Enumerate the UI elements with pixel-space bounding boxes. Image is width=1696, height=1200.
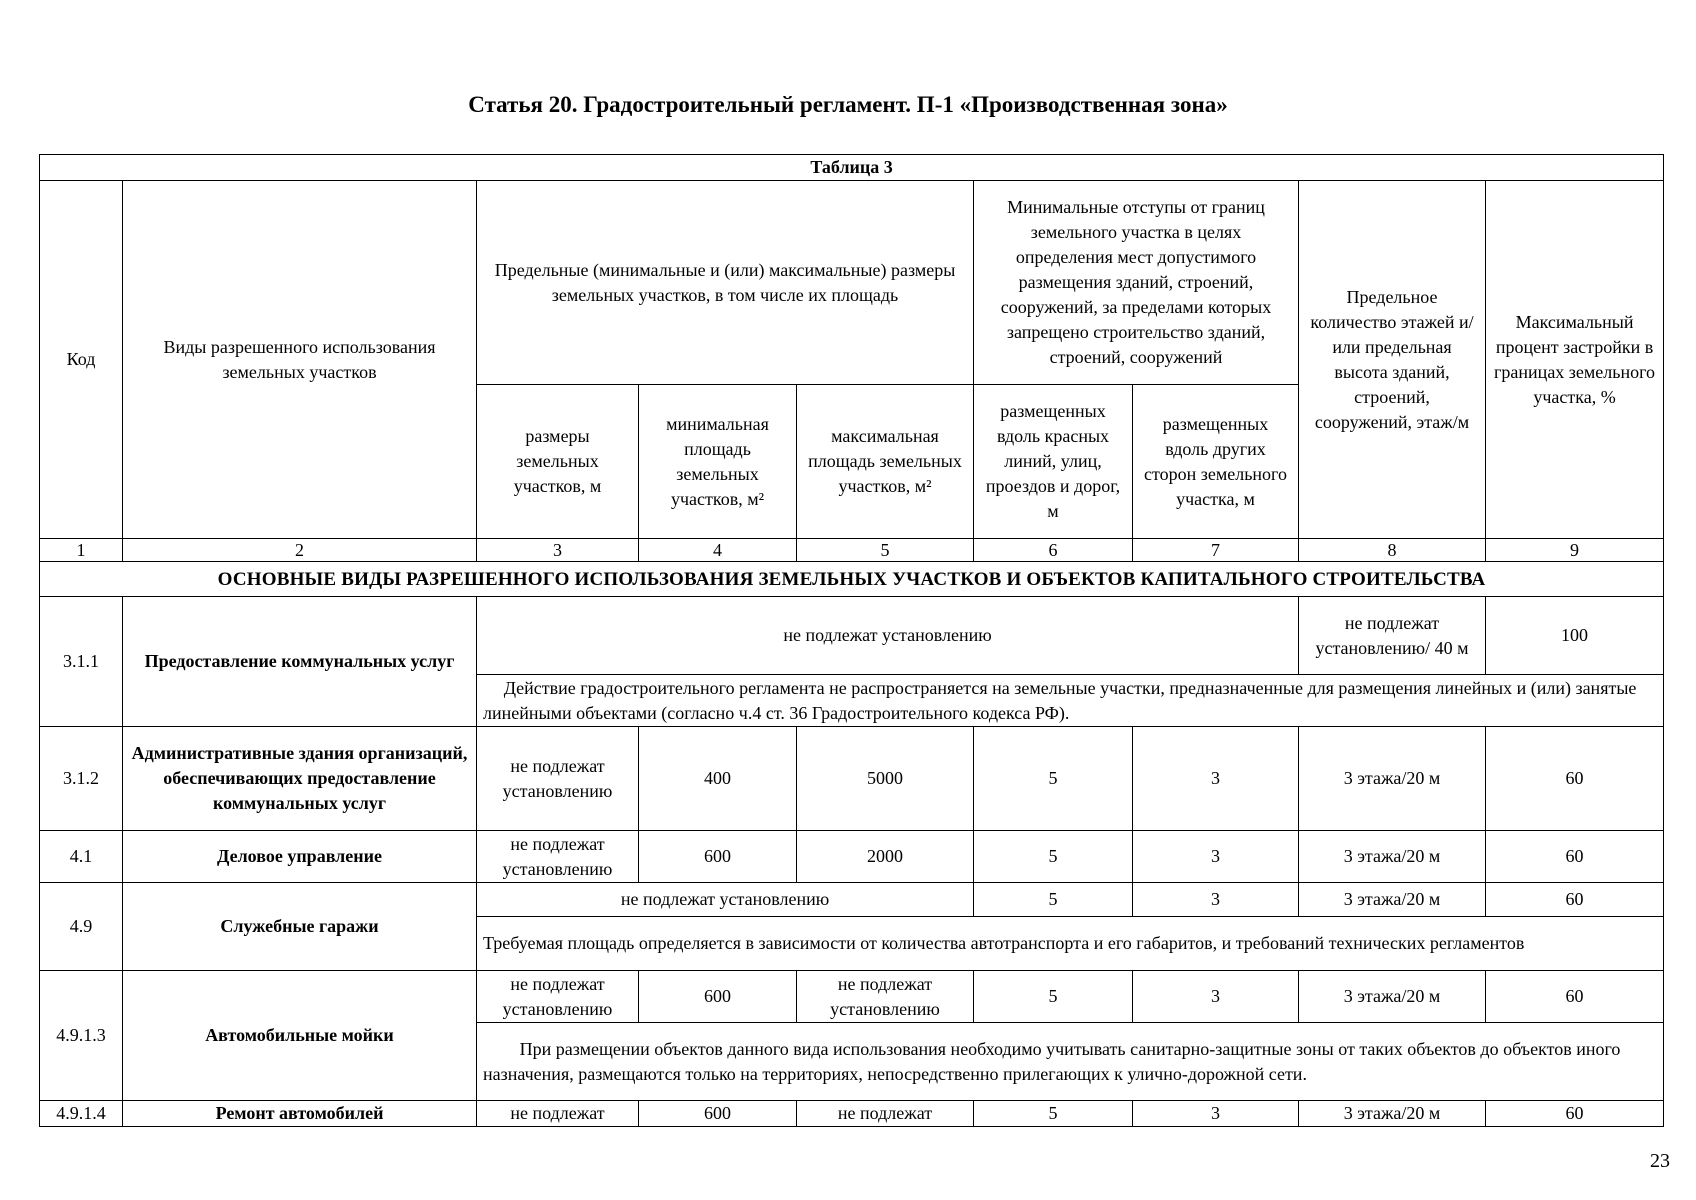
header-setback-other: размещенных вдоль других сторон земельного участка, м (1133, 385, 1299, 539)
row-use-name: Деловое управление (123, 831, 477, 883)
page-number: 23 (1650, 1150, 1670, 1172)
row-setback-red: 5 (974, 883, 1133, 917)
row-sizes-merged: не подлежат установлению (477, 883, 974, 917)
table-row (40, 831, 1664, 883)
row-setback-other: 3 (1133, 1101, 1299, 1127)
row-code: 4.9 (40, 883, 123, 971)
row-sizes-merged: не подлежат установлению (477, 597, 1299, 675)
header-max-floors: Предельное количество этажей и/или предельная высота зданий, строений, сооружений, этаж/м (1299, 181, 1486, 539)
row-min-area: 400 (639, 727, 797, 831)
row-setback-other: 3 (1133, 883, 1299, 917)
row-use-name: Предоставление коммунальных услуг (123, 597, 477, 727)
table-row (40, 597, 1664, 675)
column-number: 4 (639, 539, 797, 562)
row-floors: 3 этажа/20 м (1299, 883, 1486, 917)
column-number: 5 (797, 539, 974, 562)
row-setback-other: 3 (1133, 727, 1299, 831)
header-max-coverage: Максимальный процент застройки в границах земельного участка, % (1486, 181, 1664, 539)
section-title: ОСНОВНЫЕ ВИДЫ РАЗРЕШЕННОГО ИСПОЛЬЗОВАНИЯ ЗЕМЕЛЬНЫХ УЧАСТКОВ И ОБЪЕКТОВ КАПИТАЛЬНОГО СТРОИТЕЛЬСТВА (40, 562, 1664, 597)
row-max-area: 5000 (797, 727, 974, 831)
row-plot-size: не подлежат установлению (477, 831, 639, 883)
row-floors: не подлежат установлению/ 40 м (1299, 597, 1486, 675)
column-number: 9 (1486, 539, 1664, 562)
row-code: 3.1.2 (40, 727, 123, 831)
row-setback-red: 5 (974, 971, 1133, 1023)
row-note: Действие градостроительного регламента не распространяется на земельные участки, предназначенные для размещения линейных и (или) занятые линейными объектами (согласно ч.4 ст. 36 Градостроительного кодекса РФ). (477, 675, 1664, 727)
row-floors: 3 этажа/20 м (1299, 971, 1486, 1023)
header-max-area: максимальная площадь земельных участков, м² (797, 385, 974, 539)
column-number: 8 (1299, 539, 1486, 562)
row-floors: 3 этажа/20 м (1299, 831, 1486, 883)
row-max-area: не подлежат установлению (797, 971, 974, 1023)
row-coverage: 60 (1486, 831, 1664, 883)
table-row (40, 727, 1664, 831)
table-row (40, 971, 1664, 1023)
regulation-table (39, 154, 1664, 1127)
row-use-name: Автомобильные мойки (123, 971, 477, 1101)
row-setback-other: 3 (1133, 971, 1299, 1023)
row-max-area: не подлежат (797, 1101, 974, 1127)
row-min-area: 600 (639, 971, 797, 1023)
header-min-area: минимальная площадь земельных участков, м² (639, 385, 797, 539)
row-setback-red: 5 (974, 1101, 1133, 1127)
row-max-area: 2000 (797, 831, 974, 883)
row-plot-size: не подлежат установлению (477, 971, 639, 1023)
column-number: 3 (477, 539, 639, 562)
column-number-row (40, 539, 1664, 562)
table-row (40, 1101, 1664, 1127)
row-use-name: Административные здания организаций, обеспечивающих предоставление коммунальных услуг (123, 727, 477, 831)
row-code: 4.9.1.4 (40, 1101, 123, 1127)
row-plot-size: не подлежат установлению (477, 727, 639, 831)
column-number: 6 (974, 539, 1133, 562)
row-coverage: 60 (1486, 727, 1664, 831)
row-setback-other: 3 (1133, 831, 1299, 883)
header-code: Код (40, 181, 123, 539)
row-note: Требуемая площадь определяется в зависимости от количества автотранспорта и его габаритов, и требований технических регламентов (477, 917, 1664, 971)
row-coverage: 60 (1486, 1101, 1664, 1127)
header-plot-sizes-group: Предельные (минимальные и (или) максимальные) размеры земельных участков, в том числе их площадь (477, 181, 974, 385)
row-min-area: 600 (639, 831, 797, 883)
row-coverage: 60 (1486, 971, 1664, 1023)
row-note: При размещении объектов данного вида использования необходимо учитывать санитарно-защитные зоны от таких объектов до объектов иного назначения, размещаются только на территориях, непосредственно прилегающих к улично-дорожной сети. (477, 1023, 1664, 1101)
page-title: Статья 20. Градостроительный регламент. П-1 «Производственная зона» (468, 92, 1228, 117)
header-plot-size: размеры земельных участков, м (477, 385, 639, 539)
table-row (40, 883, 1664, 917)
row-plot-size: не подлежат (477, 1101, 639, 1127)
row-floors: 3 этажа/20 м (1299, 1101, 1486, 1127)
row-setback-red: 5 (974, 831, 1133, 883)
row-coverage: 60 (1486, 883, 1664, 917)
table-label: Таблица 3 (40, 155, 1664, 181)
header-use-type: Виды разрешенного использования земельных участков (123, 181, 477, 539)
header-setbacks-group: Минимальные отступы от границ земельного участка в целях определения мест допустимого размещения зданий, строений, сооружений, за пределами которых запрещено строительство зданий, строений, сооружений (974, 181, 1299, 385)
row-use-name: Ремонт автомобилей (123, 1101, 477, 1127)
row-use-name: Служебные гаражи (123, 883, 477, 971)
row-floors: 3 этажа/20 м (1299, 727, 1486, 831)
row-code: 4.1 (40, 831, 123, 883)
column-number: 1 (40, 539, 123, 562)
row-setback-red: 5 (974, 727, 1133, 831)
row-coverage: 100 (1486, 597, 1664, 675)
row-min-area: 600 (639, 1101, 797, 1127)
row-code: 3.1.1 (40, 597, 123, 727)
header-setback-red: размещенных вдоль красных линий, улиц, проездов и дорог, м (974, 385, 1133, 539)
column-number: 2 (123, 539, 477, 562)
row-code: 4.9.1.3 (40, 971, 123, 1101)
column-number: 7 (1133, 539, 1299, 562)
